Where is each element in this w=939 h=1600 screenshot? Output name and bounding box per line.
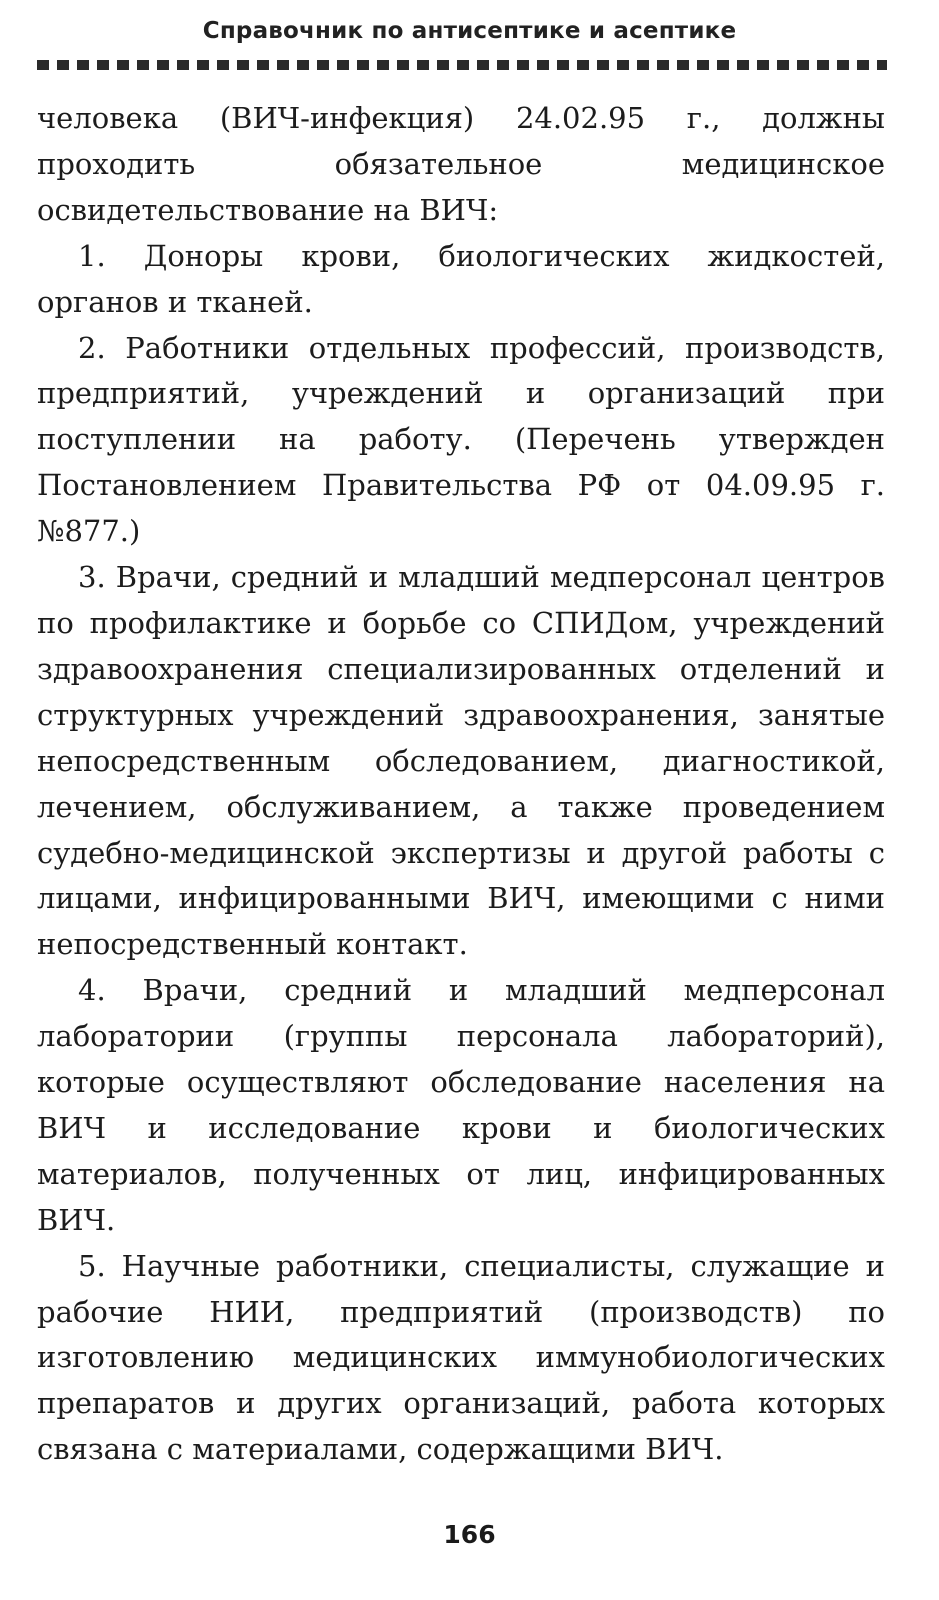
- list-item: 5. Научные работники, специалисты, служащие и рабочие НИИ, предприятий (производств) по изготовлению медицинских иммунобиологических препаратов и других организаций, работа которых связана с материалами, содержащими ВИЧ.: [37, 1248, 885, 1467]
- list-item: 1. Доноры крови, биологических жидкостей, органов и тканей.: [37, 238, 885, 319]
- header-dashed-rule: [37, 60, 887, 70]
- list-item: 4. Врачи, средний и младший медперсонал лаборатории (группы персонала лабораторий), которые осуществляют обследование населения на ВИЧ и исследование крови и биологических материалов, полученных от лиц, инфицированных ВИЧ.: [37, 973, 885, 1237]
- continuation-paragraph: человека (ВИЧ-инфекция) 24.02.95 г., должны проходить обязательное медицинское освидетельствование на ВИЧ:: [37, 101, 885, 227]
- running-head: Справочник по антисептике и асептике: [202, 18, 737, 44]
- list-item: 2. Работники отдельных профессий, производств, предприятий, учреждений и организаций при поступлении на работу. (Перечень утвержден Постановлением Правительства РФ от 04.09.95 г. №877.): [37, 330, 885, 549]
- page-number: 166: [443, 1520, 496, 1549]
- list-item: 3. Врачи, средний и младший медперсонал центров по профилактике и борьбе со СПИДом, учреждений здравоохранения специализированных отделений и структурных учреждений здравоохранения, занятые непосредственным обследованием, диагностикой, лечением, обслуживанием, а также проведением судебно-медицинской экспертизы и другой работы с лицами, инфицированными ВИЧ, имеющими с ними непосредственный контакт.: [37, 560, 885, 962]
- body-text: [37, 96, 885, 1473]
